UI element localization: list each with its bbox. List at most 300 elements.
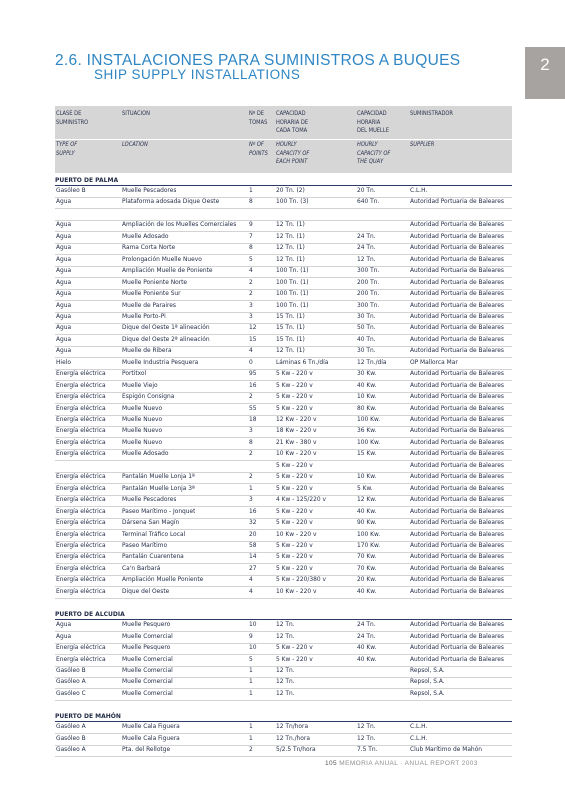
cell-type: Gasóleo C <box>56 690 86 697</box>
table-row <box>55 312 512 324</box>
cell-points: 95 <box>249 371 257 378</box>
table-row <box>55 426 512 438</box>
cell-type: Energía eléctrica <box>56 485 106 492</box>
cell-supplier: Autoridad Portuaria de Baleares <box>410 577 504 584</box>
cell-type: Energía eléctrica <box>56 451 106 458</box>
table-row <box>55 587 512 599</box>
cell-type: Energía eléctrica <box>56 508 106 515</box>
cell-type: Energía eléctrica <box>56 394 106 401</box>
table-row <box>55 358 512 370</box>
section-heading: PUERTO DE ALCUDIA <box>55 610 512 620</box>
cell-supplier: Autoridad Portuaria de Baleares <box>410 279 504 286</box>
cell-supplier: C.L.H. <box>410 188 428 194</box>
cell-quay-capacity: 90 Kw. <box>357 520 377 527</box>
cell-point-capacity: 5 Kw - 220 v <box>276 520 313 527</box>
cell-quay-capacity: 40 Kw. <box>357 645 377 652</box>
cell-supplier: Autoridad Portuaria de Baleares <box>410 542 504 549</box>
cell-points: 4 <box>249 268 253 275</box>
table-header <box>55 106 512 173</box>
cell-type: Energía eléctrica <box>56 428 106 435</box>
cell-quay-capacity: 24 Tn. <box>357 233 376 240</box>
cell-supplier: Autoridad Portuaria de Baleares <box>410 313 504 320</box>
cell-point-capacity: 100 Tn. (1) <box>276 291 309 298</box>
cell-point-capacity: 12 Tn. (1) <box>276 222 305 229</box>
table-row <box>55 666 512 678</box>
table-row <box>55 381 512 393</box>
cell-points: 10 <box>249 645 257 652</box>
cell-quay-capacity: 300 Tn. <box>357 302 380 309</box>
cell-supplier: Autoridad Portuaria de Baleares <box>410 531 504 538</box>
cell-quay-capacity: 40 Kw. <box>357 588 377 595</box>
cell-point-capacity: 15 Tn. (1) <box>276 325 305 332</box>
cell-type: Energía eléctrica <box>56 474 106 481</box>
cell-location: Muelle Comercial <box>122 668 173 674</box>
cell-supplier: Autoridad Portuaria de Baleares <box>410 588 504 595</box>
cell-point-capacity: 12 Tn. (1) <box>276 245 305 252</box>
cell-location: Muelle Comercial <box>122 656 173 663</box>
cell-type: Energía eléctrica <box>56 554 106 561</box>
cell-supplier: Autoridad Portuaria de Baleares <box>410 462 504 469</box>
section-tab: 2 <box>525 47 565 99</box>
cell-quay-capacity: 10 Kw. <box>357 394 377 401</box>
cell-type: Energía eléctrica <box>56 371 106 378</box>
cell-quay-capacity: 70 Kw. <box>357 565 377 572</box>
cell-type: Energía eléctrica <box>56 520 106 527</box>
cell-type: Agua <box>56 348 72 355</box>
cell-point-capacity: 12 Tn. <box>276 679 295 686</box>
cell-points: 15 <box>249 336 257 343</box>
cell-supplier: Autoridad Portuaria de Baleares <box>410 371 504 378</box>
table-row <box>55 643 512 655</box>
cell-quay-capacity: 24 Tn. <box>357 622 376 629</box>
cell-points: 1 <box>249 188 253 194</box>
cell-supplier: C.L.H. <box>410 724 428 731</box>
cell-type: Gasóleo B <box>56 188 86 194</box>
cell-points: 27 <box>249 565 257 572</box>
cell-supplier: Autoridad Portuaria de Baleares <box>410 439 504 446</box>
cell-location: Dique del Oeste 2ª alineación <box>122 336 210 343</box>
table-row <box>55 722 512 734</box>
cell-supplier: Autoridad Portuaria de Baleares <box>410 485 504 492</box>
cell-location: Muelle Porto-Pi <box>122 313 166 320</box>
header-es-type: CLASE DE SUMINISTRO <box>56 111 89 126</box>
cell-supplier: Autoridad Portuaria de Baleares <box>410 656 504 663</box>
cell-quay-capacity: 12 Tn. <box>357 724 376 731</box>
cell-supplier: Autoridad Portuaria de Baleares <box>410 302 504 309</box>
table-row <box>55 689 512 701</box>
table-row <box>55 632 512 644</box>
cell-supplier: Autoridad Portuaria de Baleares <box>410 622 504 629</box>
table-row <box>55 186 512 198</box>
cell-point-capacity: 100 Tn. (3) <box>276 199 309 206</box>
cell-quay-capacity: 80 Kw. <box>357 405 377 412</box>
cell-quay-capacity: 170 Kw. <box>357 542 381 549</box>
cell-location: Muelle Viejo <box>122 382 158 389</box>
cell-type: Agua <box>56 256 72 263</box>
cell-supplier: Autoridad Portuaria de Baleares <box>410 245 504 252</box>
cell-point-capacity: 5 Kw - 220 v <box>276 462 313 469</box>
cell-type: Agua <box>56 325 72 332</box>
table-row <box>55 335 512 347</box>
header-en-points: Nº OF POINTS <box>249 142 268 157</box>
table-row <box>55 564 512 576</box>
cell-type: Energía eléctrica <box>56 542 106 549</box>
cell-location: Dique del Oeste 1ª alineación <box>122 325 210 332</box>
cell-location: Muelle Pesquero <box>122 645 171 652</box>
cell-supplier: Autoridad Portuaria de Baleares <box>410 222 504 229</box>
cell-point-capacity: 12 Tn. (1) <box>276 256 305 263</box>
cell-type: Agua <box>56 633 72 640</box>
table-row <box>55 541 512 553</box>
cell-type: Agua <box>56 245 72 252</box>
table-row <box>55 301 512 313</box>
cell-points: 0 <box>249 359 253 366</box>
cell-location: Muelle Adosado <box>122 451 169 458</box>
cell-points: 1 <box>249 724 253 731</box>
cell-location: Paseo Marítimo - Jonquet <box>122 508 196 515</box>
cell-supplier: Repsol, S.A. <box>410 679 445 686</box>
table-row <box>55 620 512 632</box>
header-en-location: LOCATION <box>122 142 148 148</box>
cell-supplier: Autoridad Portuaria de Baleares <box>410 325 504 332</box>
header-en-supplier: SUPPLIER <box>410 142 435 148</box>
cell-supplier: Autoridad Portuaria de Baleares <box>410 233 504 240</box>
table-row <box>55 655 512 667</box>
cell-quay-capacity: 30 Kw. <box>357 371 377 378</box>
cell-location: Pantalán Muelle Lonja 1ª <box>122 474 195 481</box>
cell-point-capacity: 12 Kw - 220 v <box>276 417 317 423</box>
cell-location: Dársena San Magín <box>122 520 180 527</box>
cell-type: Energía eléctrica <box>56 656 106 663</box>
cell-location: Plataforma adosada Dique Oeste <box>122 199 220 206</box>
cell-type: Energía eléctrica <box>56 497 106 504</box>
cell-location: Pantalán Cuarentena <box>122 554 184 561</box>
cell-points: 8 <box>249 199 253 206</box>
table-row <box>55 232 512 244</box>
cell-points: 2 <box>249 279 253 286</box>
cell-location: Muelle de Ribera <box>122 348 172 355</box>
cell-point-capacity: 5 Kw - 220 v <box>276 474 313 481</box>
cell-supplier: Autoridad Portuaria de Baleares <box>410 633 504 640</box>
cell-point-capacity: 10 Kw - 220 v <box>276 451 317 458</box>
cell-points: 5 <box>249 256 253 263</box>
header-es-quay-capacity: CAPACIDAD HORARIA DEL MUELLE <box>357 111 389 135</box>
table-row <box>55 472 512 484</box>
cell-point-capacity: 12 Tn/hora <box>276 724 309 731</box>
cell-points: 1 <box>249 690 253 697</box>
cell-supplier: Autoridad Portuaria de Baleares <box>410 256 504 263</box>
cell-quay-capacity: 12 Tn. <box>357 256 376 263</box>
page-title: 2.6. INSTALACIONES PARA SUMINISTROS A BUQUES <box>55 52 461 69</box>
cell-point-capacity: 12 Tn. <box>276 622 295 629</box>
cell-location: Muelle Comercial <box>122 633 173 640</box>
footer-text: MEMORIA ANUAL · ANUAL REPORT 2003 <box>339 760 478 767</box>
cell-location: Dique del Oeste <box>122 588 170 595</box>
cell-location: Muelle Nuevo <box>122 439 163 446</box>
cell-points: 4 <box>249 577 253 584</box>
cell-point-capacity: 18 Kw - 220 v <box>276 428 317 435</box>
cell-type: Energía eléctrica <box>56 577 106 584</box>
cell-quay-capacity: 24 Tn. <box>357 633 376 640</box>
cell-quay-capacity: 300 Tn. <box>357 268 380 275</box>
cell-points: 5 <box>249 656 253 663</box>
cell-points: 8 <box>249 439 253 446</box>
cell-location: Portitxol <box>122 371 147 378</box>
cell-location: Muelle Pescadores <box>122 497 177 504</box>
table-row <box>55 197 512 209</box>
cell-supplier: Autoridad Portuaria de Baleares <box>410 348 504 355</box>
cell-points: 1 <box>249 668 253 674</box>
page-subtitle: SHIP SUPPLY INSTALLATIONS <box>94 67 301 82</box>
cell-supplier: Autoridad Portuaria de Baleares <box>410 394 504 401</box>
cell-quay-capacity: 40 Kw. <box>357 382 377 389</box>
table-row <box>55 745 512 757</box>
cell-points: 58 <box>249 542 257 549</box>
table-row <box>55 677 512 689</box>
cell-point-capacity: 5 Kw - 220 v <box>276 382 313 389</box>
cell-point-capacity: 12 Tn. <box>276 690 295 697</box>
cell-point-capacity: 5 Kw - 220 v <box>276 394 313 401</box>
cell-quay-capacity: 40 Tn. <box>357 336 376 343</box>
cell-points: 2 <box>249 291 253 298</box>
cell-quay-capacity: 30 Tn. <box>357 348 376 355</box>
header-en-point-capacity: HOURLY CAPACITY OF EACH POINT <box>276 142 310 166</box>
cell-location: Muelle Cala Figuera <box>122 724 180 731</box>
table-row <box>55 415 512 427</box>
cell-type: Agua <box>56 199 72 206</box>
table-row <box>55 346 512 358</box>
cell-points: 16 <box>249 382 257 389</box>
table-row <box>55 484 512 496</box>
table-row <box>55 369 512 381</box>
cell-type: Gasóleo B <box>56 735 86 742</box>
table-row <box>55 495 512 507</box>
cell-quay-capacity: 40 Kw. <box>357 656 377 663</box>
cell-type: Agua <box>56 622 72 629</box>
cell-points: 4 <box>249 348 253 355</box>
cell-quay-capacity: 36 Kw. <box>357 428 377 435</box>
header-en-quay-capacity: HOURLY CAPACITY OF THE QUAY <box>357 142 391 166</box>
cell-points: 7 <box>249 233 253 240</box>
header-es-point-capacity: CAPACIDAD HORARIA DE CADA TOMA <box>276 111 309 135</box>
cell-quay-capacity: 12 Tn. <box>357 735 376 742</box>
cell-type: Gasóleo A <box>56 747 86 754</box>
cell-location: Ca'n Barbará <box>122 565 161 572</box>
cell-points: 9 <box>249 633 253 640</box>
cell-point-capacity: 5/2.5 Tn/hora <box>276 747 316 754</box>
cell-point-capacity: 12 Tn. <box>276 633 295 640</box>
cell-point-capacity: 5 Kw - 220 v <box>276 405 313 412</box>
section-heading: PUERTO DE PALMA <box>55 176 512 186</box>
cell-points: 8 <box>249 245 253 252</box>
header-es-location: SITUACIÓN <box>122 111 150 117</box>
table-row <box>55 289 512 301</box>
cell-points: 14 <box>249 554 257 561</box>
cell-type: Hielo <box>56 359 71 366</box>
page-number: 105 <box>325 760 338 767</box>
header-en-type: TYPE OF SUPPLY <box>56 142 78 157</box>
table-row <box>55 449 512 461</box>
cell-location: Muelle Pesquero <box>122 622 171 629</box>
table-row <box>55 243 512 255</box>
cell-quay-capacity: 7.5 Tn. <box>357 747 378 754</box>
cell-quay-capacity: 15 Kw. <box>357 451 377 458</box>
cell-type: Gasóleo A <box>56 679 86 686</box>
cell-location: Muelle Industria Pesquera <box>122 359 199 366</box>
cell-points: 2 <box>249 451 253 458</box>
header-es-points: Nº DE TOMAS <box>249 111 268 126</box>
cell-location: Ampliación Muelle de Poniente <box>122 268 213 275</box>
cell-type: Energía eléctrica <box>56 417 106 423</box>
cell-supplier: Autoridad Portuaria de Baleares <box>410 405 504 412</box>
cell-quay-capacity: 50 Tn. <box>357 325 376 332</box>
cell-point-capacity: 5 Kw - 220 v <box>276 485 313 492</box>
cell-points: 2 <box>249 394 253 401</box>
cell-supplier: Autoridad Portuaria de Baleares <box>410 554 504 561</box>
cell-supplier: Autoridad Portuaria de Baleares <box>410 291 504 298</box>
table-row <box>55 255 512 267</box>
cell-supplier: Autoridad Portuaria de Baleares <box>410 417 504 423</box>
cell-location: Muelle Pescadores <box>122 188 177 194</box>
table-row <box>55 507 512 519</box>
cell-type: Energía eléctrica <box>56 439 106 446</box>
cell-point-capacity: 5 Kw - 220/380 v <box>276 577 327 584</box>
table-row <box>55 209 512 221</box>
cell-supplier: Autoridad Portuaria de Baleares <box>410 268 504 275</box>
header-divider <box>55 139 512 140</box>
cell-supplier: Autoridad Portuaria de Baleares <box>410 565 504 572</box>
cell-point-capacity: 5 Kw - 220 v <box>276 508 313 515</box>
table-row <box>55 266 512 278</box>
table-row <box>55 461 512 473</box>
cell-points: 12 <box>249 325 257 332</box>
cell-quay-capacity: 20 Tn. <box>357 188 376 194</box>
cell-location: Ampliación Muelle Poniente <box>122 577 204 584</box>
cell-points: 55 <box>249 405 257 412</box>
cell-type: Agua <box>56 291 72 298</box>
cell-points: 2 <box>249 747 253 754</box>
cell-quay-capacity: 40 Kw. <box>357 508 377 515</box>
cell-points: 3 <box>249 497 253 504</box>
cell-location: Muelle Nuevo <box>122 428 163 435</box>
cell-location: Muelle Comercial <box>122 679 173 686</box>
cell-type: Gasóleo B <box>56 668 86 674</box>
cell-point-capacity: 15 Tn. (1) <box>276 313 305 320</box>
cell-point-capacity: Láminas 6 Tn./día <box>276 359 329 366</box>
cell-location: Muelle Nuevo <box>122 405 163 412</box>
cell-location: Prolongación Muelle Nuevo <box>122 256 202 263</box>
table-row <box>55 530 512 542</box>
cell-location: Muelle Poniente Sur <box>122 291 181 298</box>
cell-supplier: Autoridad Portuaria de Baleares <box>410 645 504 652</box>
cell-point-capacity: 12 Tn. <box>276 668 295 674</box>
cell-point-capacity: 5 Kw - 220 v <box>276 554 313 561</box>
cell-location: Muelle Nuevo <box>122 417 163 423</box>
cell-quay-capacity: 12 Tn./día <box>357 359 387 366</box>
table-row <box>55 734 512 746</box>
cell-type: Gasóleo A <box>56 724 86 731</box>
cell-location: Terminal Tráfico Local <box>122 531 186 538</box>
cell-points: 20 <box>249 531 257 538</box>
cell-location: Muelle de Paraires <box>122 302 176 309</box>
section-heading: PUERTO DE MAHÓN <box>55 712 512 722</box>
cell-point-capacity: 5 Kw - 220 v <box>276 645 313 652</box>
cell-points: 10 <box>249 622 257 629</box>
cell-quay-capacity: 70 Kw. <box>357 554 377 561</box>
cell-point-capacity: 21 Kw - 380 v <box>276 439 317 446</box>
cell-quay-capacity: 100 Kw. <box>357 439 381 446</box>
cell-point-capacity: 5 Kw - 220 v <box>276 565 313 572</box>
cell-location: Rama Corta Norte <box>122 245 176 252</box>
cell-quay-capacity: 640 Tn. <box>357 199 380 206</box>
table-row <box>55 323 512 335</box>
cell-location: Muelle Poniente Norte <box>122 279 188 286</box>
cell-quay-capacity: 100 Kw. <box>357 531 381 538</box>
cell-supplier: C.L.H. <box>410 735 428 742</box>
cell-points: 32 <box>249 520 257 527</box>
cell-point-capacity: 20 Tn. (2) <box>276 188 305 194</box>
cell-quay-capacity: 24 Tn. <box>357 245 376 252</box>
cell-type: Energía eléctrica <box>56 565 106 572</box>
cell-quay-capacity: 200 Tn. <box>357 291 380 298</box>
cell-quay-capacity: 200 Tn. <box>357 279 380 286</box>
cell-location: Muelle Adosado <box>122 233 169 240</box>
table-row <box>55 278 512 290</box>
cell-supplier: Autoridad Portuaria de Baleares <box>410 508 504 515</box>
cell-type: Agua <box>56 268 72 275</box>
cell-type: Agua <box>56 279 72 286</box>
cell-quay-capacity: 30 Tn. <box>357 313 376 320</box>
cell-type: Agua <box>56 222 72 229</box>
cell-supplier: Autoridad Portuaria de Baleares <box>410 336 504 343</box>
cell-point-capacity: 12 Tn./hora <box>276 735 310 742</box>
cell-type: Energía eléctrica <box>56 588 106 595</box>
cell-points: 9 <box>249 222 253 229</box>
cell-points: 2 <box>249 474 253 481</box>
cell-supplier: Autoridad Portuaria de Baleares <box>410 199 504 206</box>
cell-supplier: Autoridad Portuaria de Baleares <box>410 497 504 504</box>
cell-points: 3 <box>249 428 253 435</box>
cell-supplier: Repsol, S.A. <box>410 690 445 697</box>
cell-type: Agua <box>56 302 72 309</box>
cell-points: 1 <box>249 735 253 742</box>
cell-points: 16 <box>249 508 257 515</box>
cell-point-capacity: 100 Tn. (1) <box>276 279 309 286</box>
cell-supplier: Repsol, S.A. <box>410 668 445 674</box>
cell-supplier: Club Marítimo de Mahón <box>410 747 483 754</box>
cell-points: 1 <box>249 679 253 686</box>
cell-quay-capacity: 5 Kw. <box>357 485 373 492</box>
cell-quay-capacity: 10 Kw. <box>357 474 377 481</box>
cell-point-capacity: 100 Tn. (1) <box>276 302 309 309</box>
cell-location: Muelle Cala Figuera <box>122 735 180 742</box>
table-row <box>55 552 512 564</box>
cell-point-capacity: 10 Kw - 220 v <box>276 531 317 538</box>
cell-type: Energía eléctrica <box>56 405 106 412</box>
table-row <box>55 392 512 404</box>
cell-location: Pta. del Rellotge <box>122 747 171 754</box>
cell-point-capacity: 100 Tn. (1) <box>276 268 309 275</box>
header-es-supplier: SUMINISTRADOR <box>410 111 453 117</box>
cell-supplier: Autoridad Portuaria de Baleares <box>410 451 504 458</box>
cell-points: 4 <box>249 588 253 595</box>
cell-supplier: OP Mallorca Mar <box>410 359 458 366</box>
cell-supplier: Autoridad Portuaria de Baleares <box>410 520 504 527</box>
table-row <box>55 438 512 450</box>
cell-supplier: Autoridad Portuaria de Baleares <box>410 382 504 389</box>
cell-type: Energía eléctrica <box>56 531 106 538</box>
cell-point-capacity: 4 Kw - 125/220 v <box>276 497 327 504</box>
